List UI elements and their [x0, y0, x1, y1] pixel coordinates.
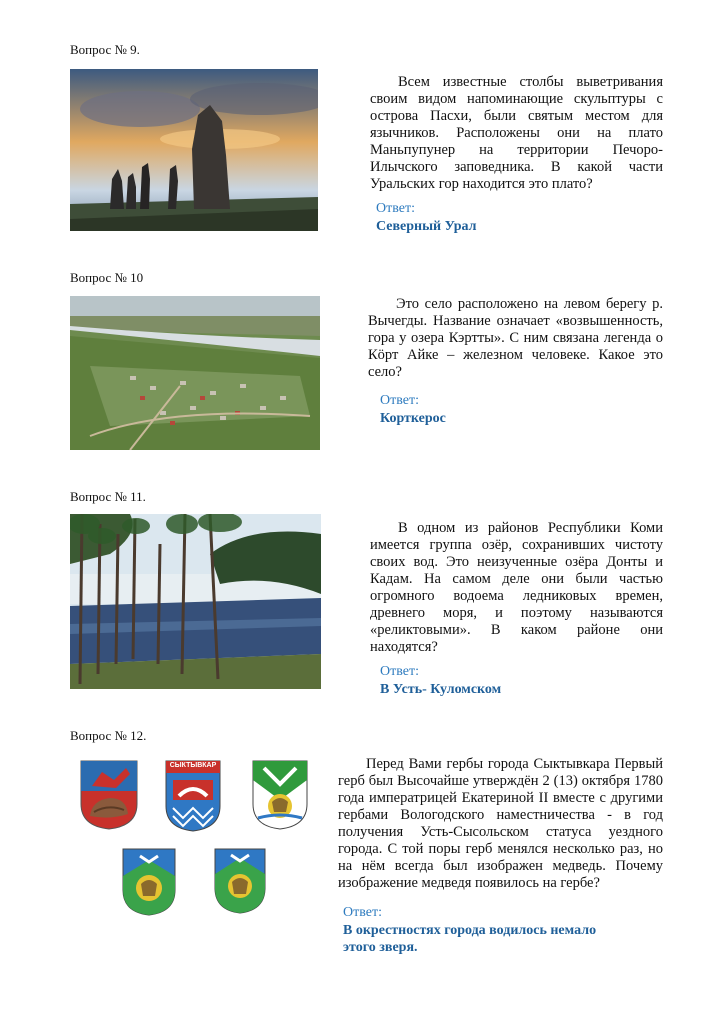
question-11-text: В одном из районов Республики Коми имеется группа озёр, сохранивших чистоту своих вод. Это неизученные озёра Донты и Кадам. На самом деле они были частью огромного водоема ледниковых времен, древнего моря, и поэтому называются «реликтовыми». В каком районе они находятся?	[370, 520, 663, 655]
question-9-answer: Северный Урал	[376, 219, 477, 234]
crest-banner-text: СЫКТЫВКАР	[169, 762, 217, 769]
question-11-photo	[70, 514, 321, 689]
question-9-text: Всем известные столбы выветривания своим видом напоминающие скульптуры с острова Пасхи, были святым местом для язычников. Расположены они на плато Маньпупунер на территории Печоро-Илычского заповедника. В какой части Уральских гор находится это плато?	[370, 74, 663, 192]
question-10-label: Вопрос № 10	[70, 270, 144, 285]
coat-of-arms-modern-3	[214, 848, 266, 914]
question-10-answer: Корткерос	[380, 411, 446, 426]
question-12-answer-label: Ответ:	[343, 905, 382, 920]
question-11-label: Вопрос № 11.	[70, 489, 146, 504]
coat-of-arms-modern-2	[122, 848, 176, 916]
coat-of-arms-modern-1	[252, 760, 308, 830]
question-12-label: Вопрос № 12.	[70, 728, 147, 743]
question-12-text: Перед Вами гербы города Сыктывкара Первый герб был Высочайше утверждён 2 (13) октября 1780 года императрицей Екатериной II вместе с другими гербами Вологодского наместничества - в год получения Усть-Сысольском статуса уездного города. С той поры герб менялся несколько раз, но на нём всегда был изображен медведь. Почему изображение медведя появилось на гербе?	[338, 756, 663, 891]
question-10-text: Это село расположено на левом берегу р. Вычегды. Название означает «возвышенность, гора у озера Кэртты». С ним связана легенда о Кӧрт Айке – железном человеке. Какое это село?	[368, 296, 663, 380]
question-10-photo	[70, 296, 320, 450]
question-9-answer-label: Ответ:	[376, 201, 415, 216]
question-9-photo	[70, 69, 318, 231]
question-11-answer: В Усть- Куломском	[380, 682, 502, 697]
question-9-label: Вопрос № 9.	[70, 42, 140, 57]
coat-of-arms-soviet	[165, 760, 221, 832]
coat-of-arms-1780	[80, 760, 138, 830]
question-10-answer-label: Ответ:	[380, 393, 419, 408]
question-11-answer-label: Ответ:	[380, 664, 419, 679]
question-12-answer: В окрестностях города водилось немало этого зверя.	[343, 923, 597, 955]
